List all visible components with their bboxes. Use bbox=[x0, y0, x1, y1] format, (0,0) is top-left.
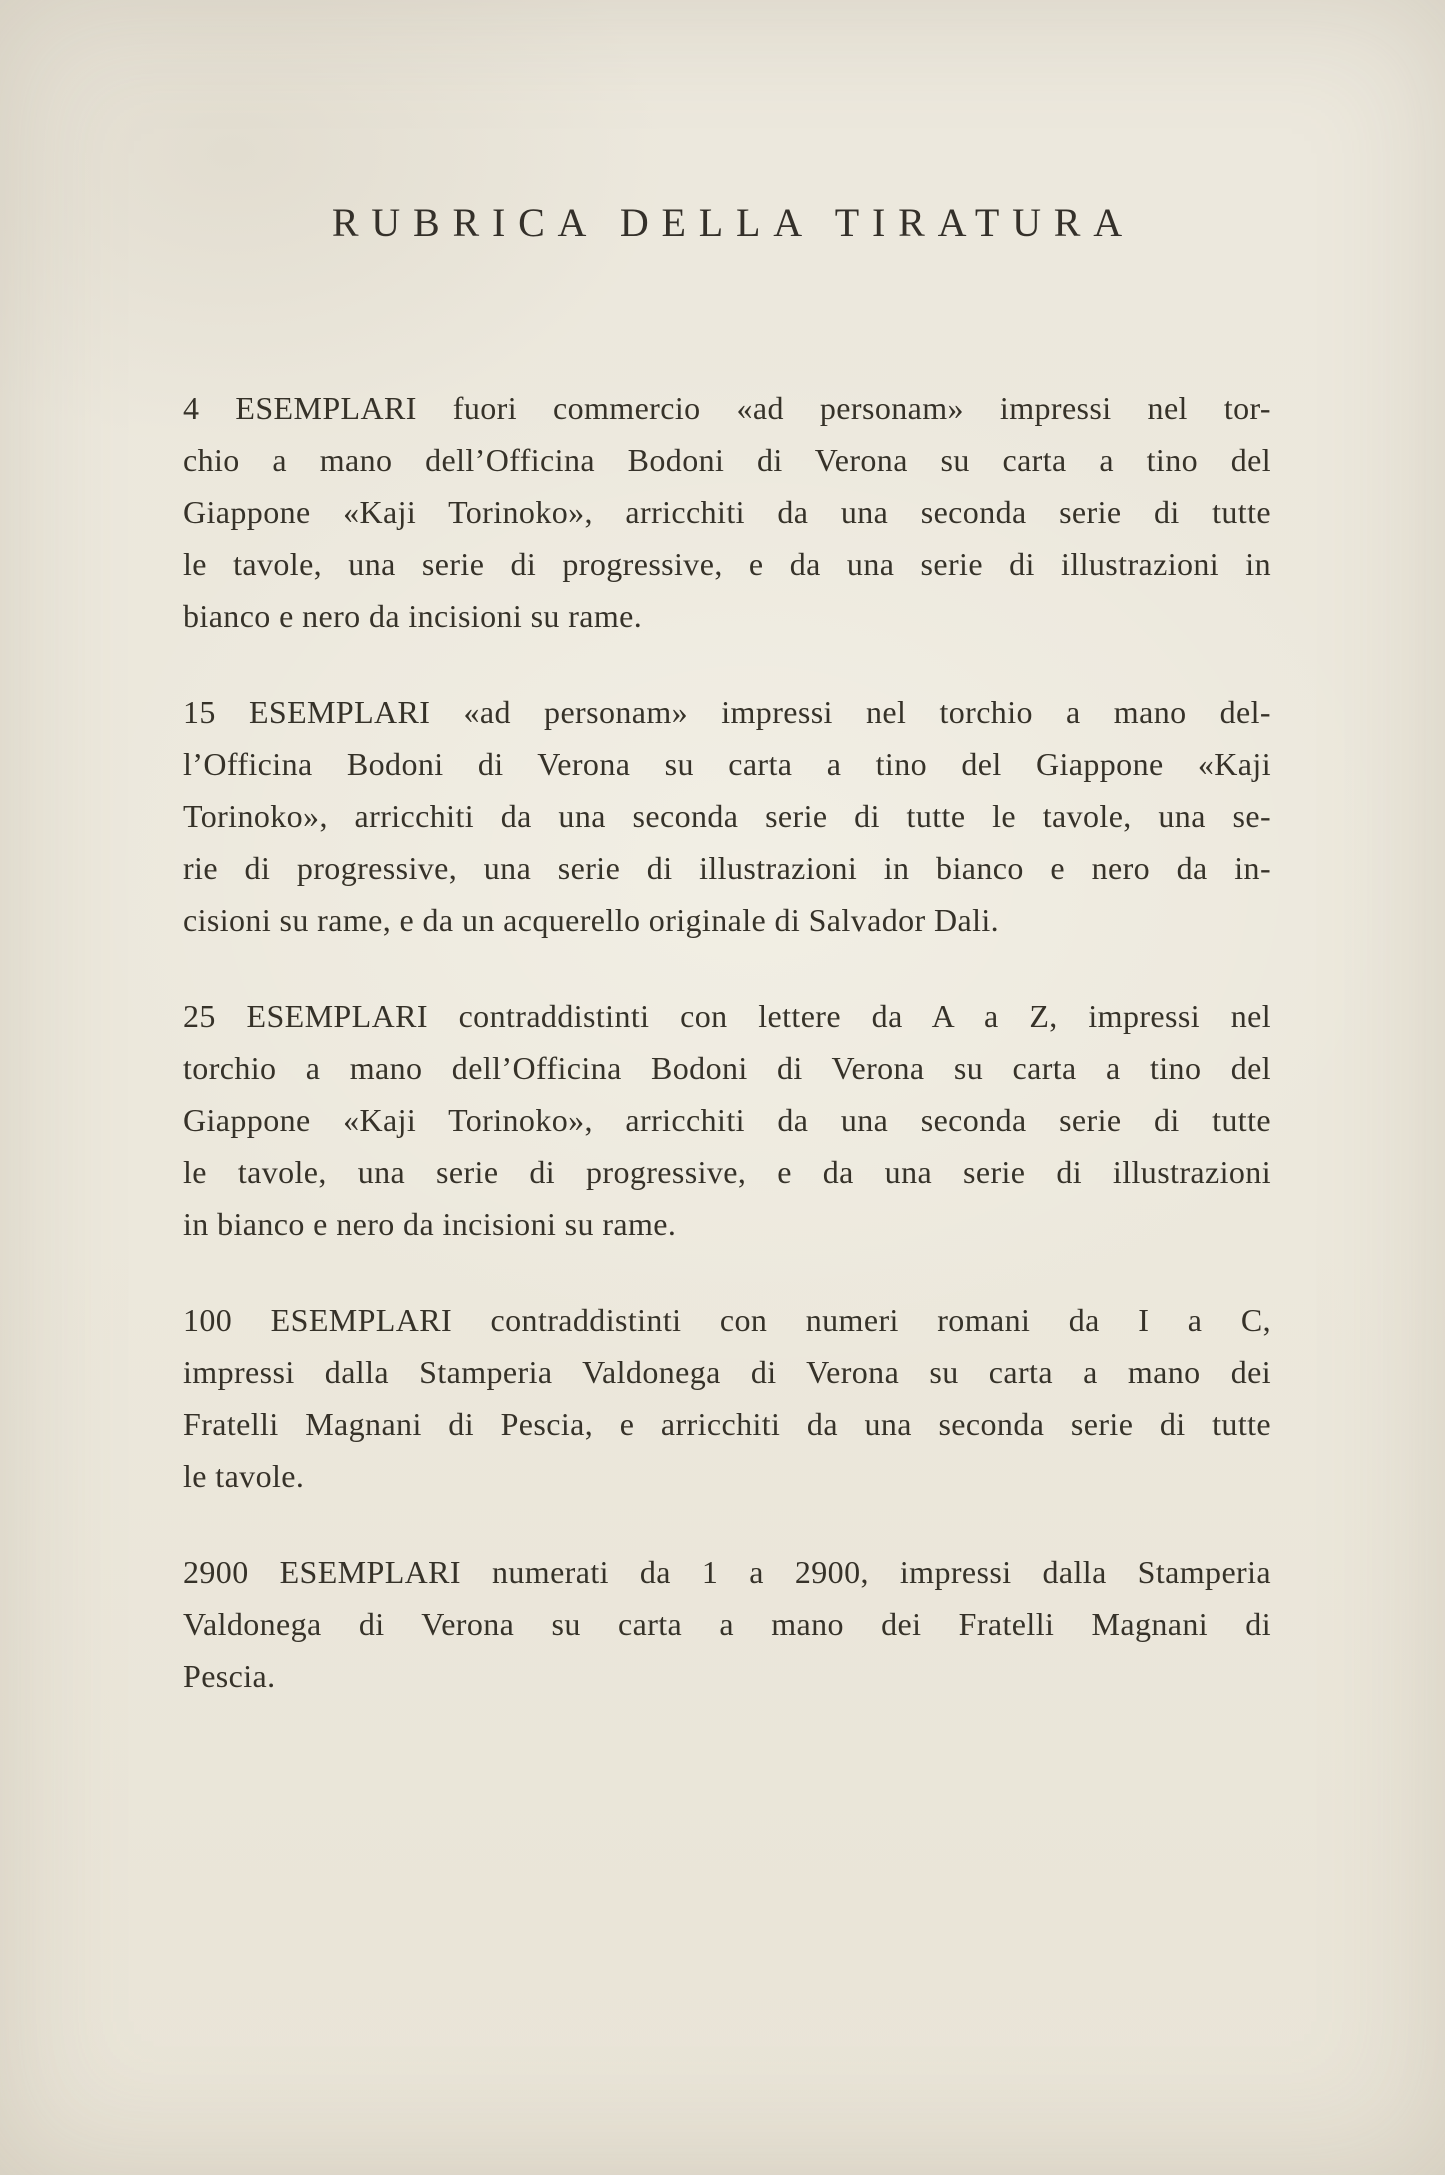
paragraph bbox=[183, 686, 1271, 946]
paragraph-line: Pescia. bbox=[183, 1658, 276, 1694]
paragraph-line: l’Officina Bodoni di Verona su carta a tino del Giappone «Kaji bbox=[183, 746, 1271, 782]
paragraph-line: bianco e nero da incisioni su rame. bbox=[183, 598, 643, 634]
paragraph-line: chio a mano dell’Officina Bodoni di Verona su carta a tino del bbox=[183, 442, 1271, 478]
paragraph-line: torchio a mano dell’Officina Bodoni di Verona su carta a tino del bbox=[183, 1050, 1271, 1086]
paragraph-line: 100 ESEMPLARI contraddistinti con numeri romani da I a C, bbox=[183, 1302, 1271, 1338]
paragraph bbox=[183, 990, 1271, 1250]
paragraph-line: Torinoko», arricchiti da una seconda serie di tutte le tavole, una se- bbox=[183, 798, 1271, 834]
paragraph-line: cisioni su rame, e da un acquerello originale di Salvador Dali. bbox=[183, 902, 1000, 938]
paragraph-line: Valdonega di Verona su carta a mano dei Fratelli Magnani di bbox=[183, 1606, 1271, 1642]
paragraph-line: in bianco e nero da incisioni su rame. bbox=[183, 1206, 677, 1242]
text-block bbox=[183, 0, 1271, 1746]
paragraph-line: rie di progressive, una serie di illustrazioni in bianco e nero da in- bbox=[183, 850, 1271, 886]
paragraph-line: le tavole, una serie di progressive, e da una serie di illustrazioni bbox=[183, 1154, 1271, 1190]
paragraph-line: impressi dalla Stamperia Valdonega di Verona su carta a mano dei bbox=[183, 1354, 1271, 1390]
paragraph bbox=[183, 1546, 1271, 1702]
paragraph-line: le tavole. bbox=[183, 1458, 305, 1494]
paragraph-line: Giappone «Kaji Torinoko», arricchiti da una seconda serie di tutte bbox=[183, 494, 1271, 530]
paragraph bbox=[183, 1294, 1271, 1502]
paragraph-line: 2900 ESEMPLARI numerati da 1 a 2900, impressi dalla Stamperia bbox=[183, 1554, 1271, 1590]
paragraph-line: 4 ESEMPLARI fuori commercio «ad personam» impressi nel tor- bbox=[183, 390, 1271, 426]
paragraph-line: Fratelli Magnani di Pescia, e arricchiti da una seconda serie di tutte bbox=[183, 1406, 1271, 1442]
paragraph-line: le tavole, una serie di progressive, e da una serie di illustrazioni in bbox=[183, 546, 1271, 582]
paragraph-line: Giappone «Kaji Torinoko», arricchiti da una seconda serie di tutte bbox=[183, 1102, 1271, 1138]
paragraph bbox=[183, 382, 1271, 642]
paragraph-line: 25 ESEMPLARI contraddistinti con lettere da A a Z, impressi nel bbox=[183, 998, 1271, 1034]
page-title: RUBRICA DELLA TIRATURA bbox=[331, 200, 1135, 245]
paragraphs bbox=[183, 382, 1271, 1702]
paragraph-line: 15 ESEMPLARI «ad personam» impressi nel torchio a mano del- bbox=[183, 694, 1271, 730]
